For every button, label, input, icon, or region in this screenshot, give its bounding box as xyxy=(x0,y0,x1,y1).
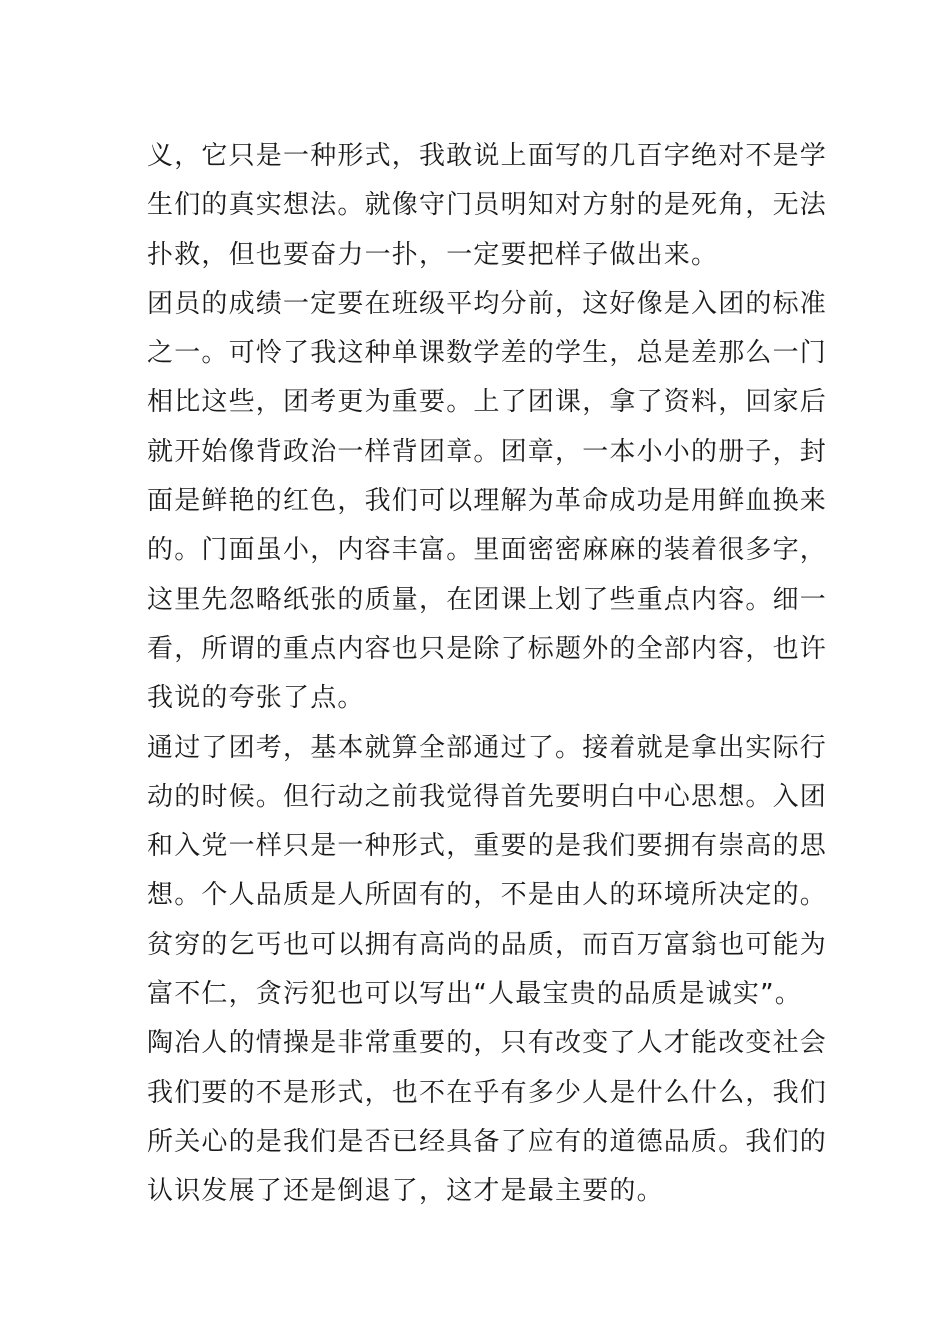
text-line: 认识发展了还是倒退了，这才是最主要的。 xyxy=(147,1176,664,1207)
text-line: 之一。可怜了我这种单课数学差的学生，总是差那么一门 xyxy=(147,338,828,369)
text-line: 通过了团考，基本就算全部通过了。接着就是拿出实际行 xyxy=(147,732,828,763)
text-line: 团员的成绩一定要在班级平均分前，这好像是入团的标准 xyxy=(147,288,828,319)
text-line: 面是鲜艳的红色，我们可以理解为革命成功是用鲜血换来 xyxy=(147,486,828,517)
text-line: 我们要的不是形式，也不在乎有多少人是什么什么，我们 xyxy=(147,1077,828,1108)
text-line: 贫穷的乞丐也可以拥有高尚的品质，而百万富翁也可能为 xyxy=(147,929,828,960)
text-line: 就开始像背政治一样背团章。团章，一本小小的册子，封 xyxy=(147,436,828,467)
text-line: 和入党一样只是一种形式，重要的是我们要拥有崇高的思 xyxy=(147,831,828,862)
text-line: 动的时候。但行动之前我觉得首先要明白中心思想。入团 xyxy=(147,781,828,812)
text-line: 生们的真实想法。就像守门员明知对方射的是死角，无法 xyxy=(147,190,828,221)
text-line: 的。门面虽小，内容丰富。里面密密麻麻的装着很多字， xyxy=(147,535,828,566)
text-line: 想。个人品质是人所固有的，不是由人的环境所决定的。 xyxy=(147,880,828,911)
text-line: 所关心的是我们是否已经具备了应有的道德品质。我们的 xyxy=(147,1126,828,1157)
text-line: 陶冶人的情操是非常重要的，只有改变了人才能改变社会 xyxy=(147,1028,828,1059)
text-line: 扑救，但也要奋力一扑，一定要把样子做出来。 xyxy=(147,239,719,270)
text-line: 看，所谓的重点内容也只是除了标题外的全部内容，也许 xyxy=(147,633,828,664)
text-line: 相比这些，团考更为重要。上了团课，拿了资料，回家后 xyxy=(147,387,828,418)
text-line: 富不仁，贪污犯也可以写出“人最宝贵的品质是诚实”。 xyxy=(147,979,802,1010)
text-line: 义，它只是一种形式，我敢说上面写的几百字绝对不是学 xyxy=(147,141,828,171)
text-line: 我说的夸张了点。 xyxy=(147,683,365,714)
body-text xyxy=(147,132,827,1217)
text-line: 这里先忽略纸张的质量，在团课上划了些重点内容。细一 xyxy=(147,584,828,615)
